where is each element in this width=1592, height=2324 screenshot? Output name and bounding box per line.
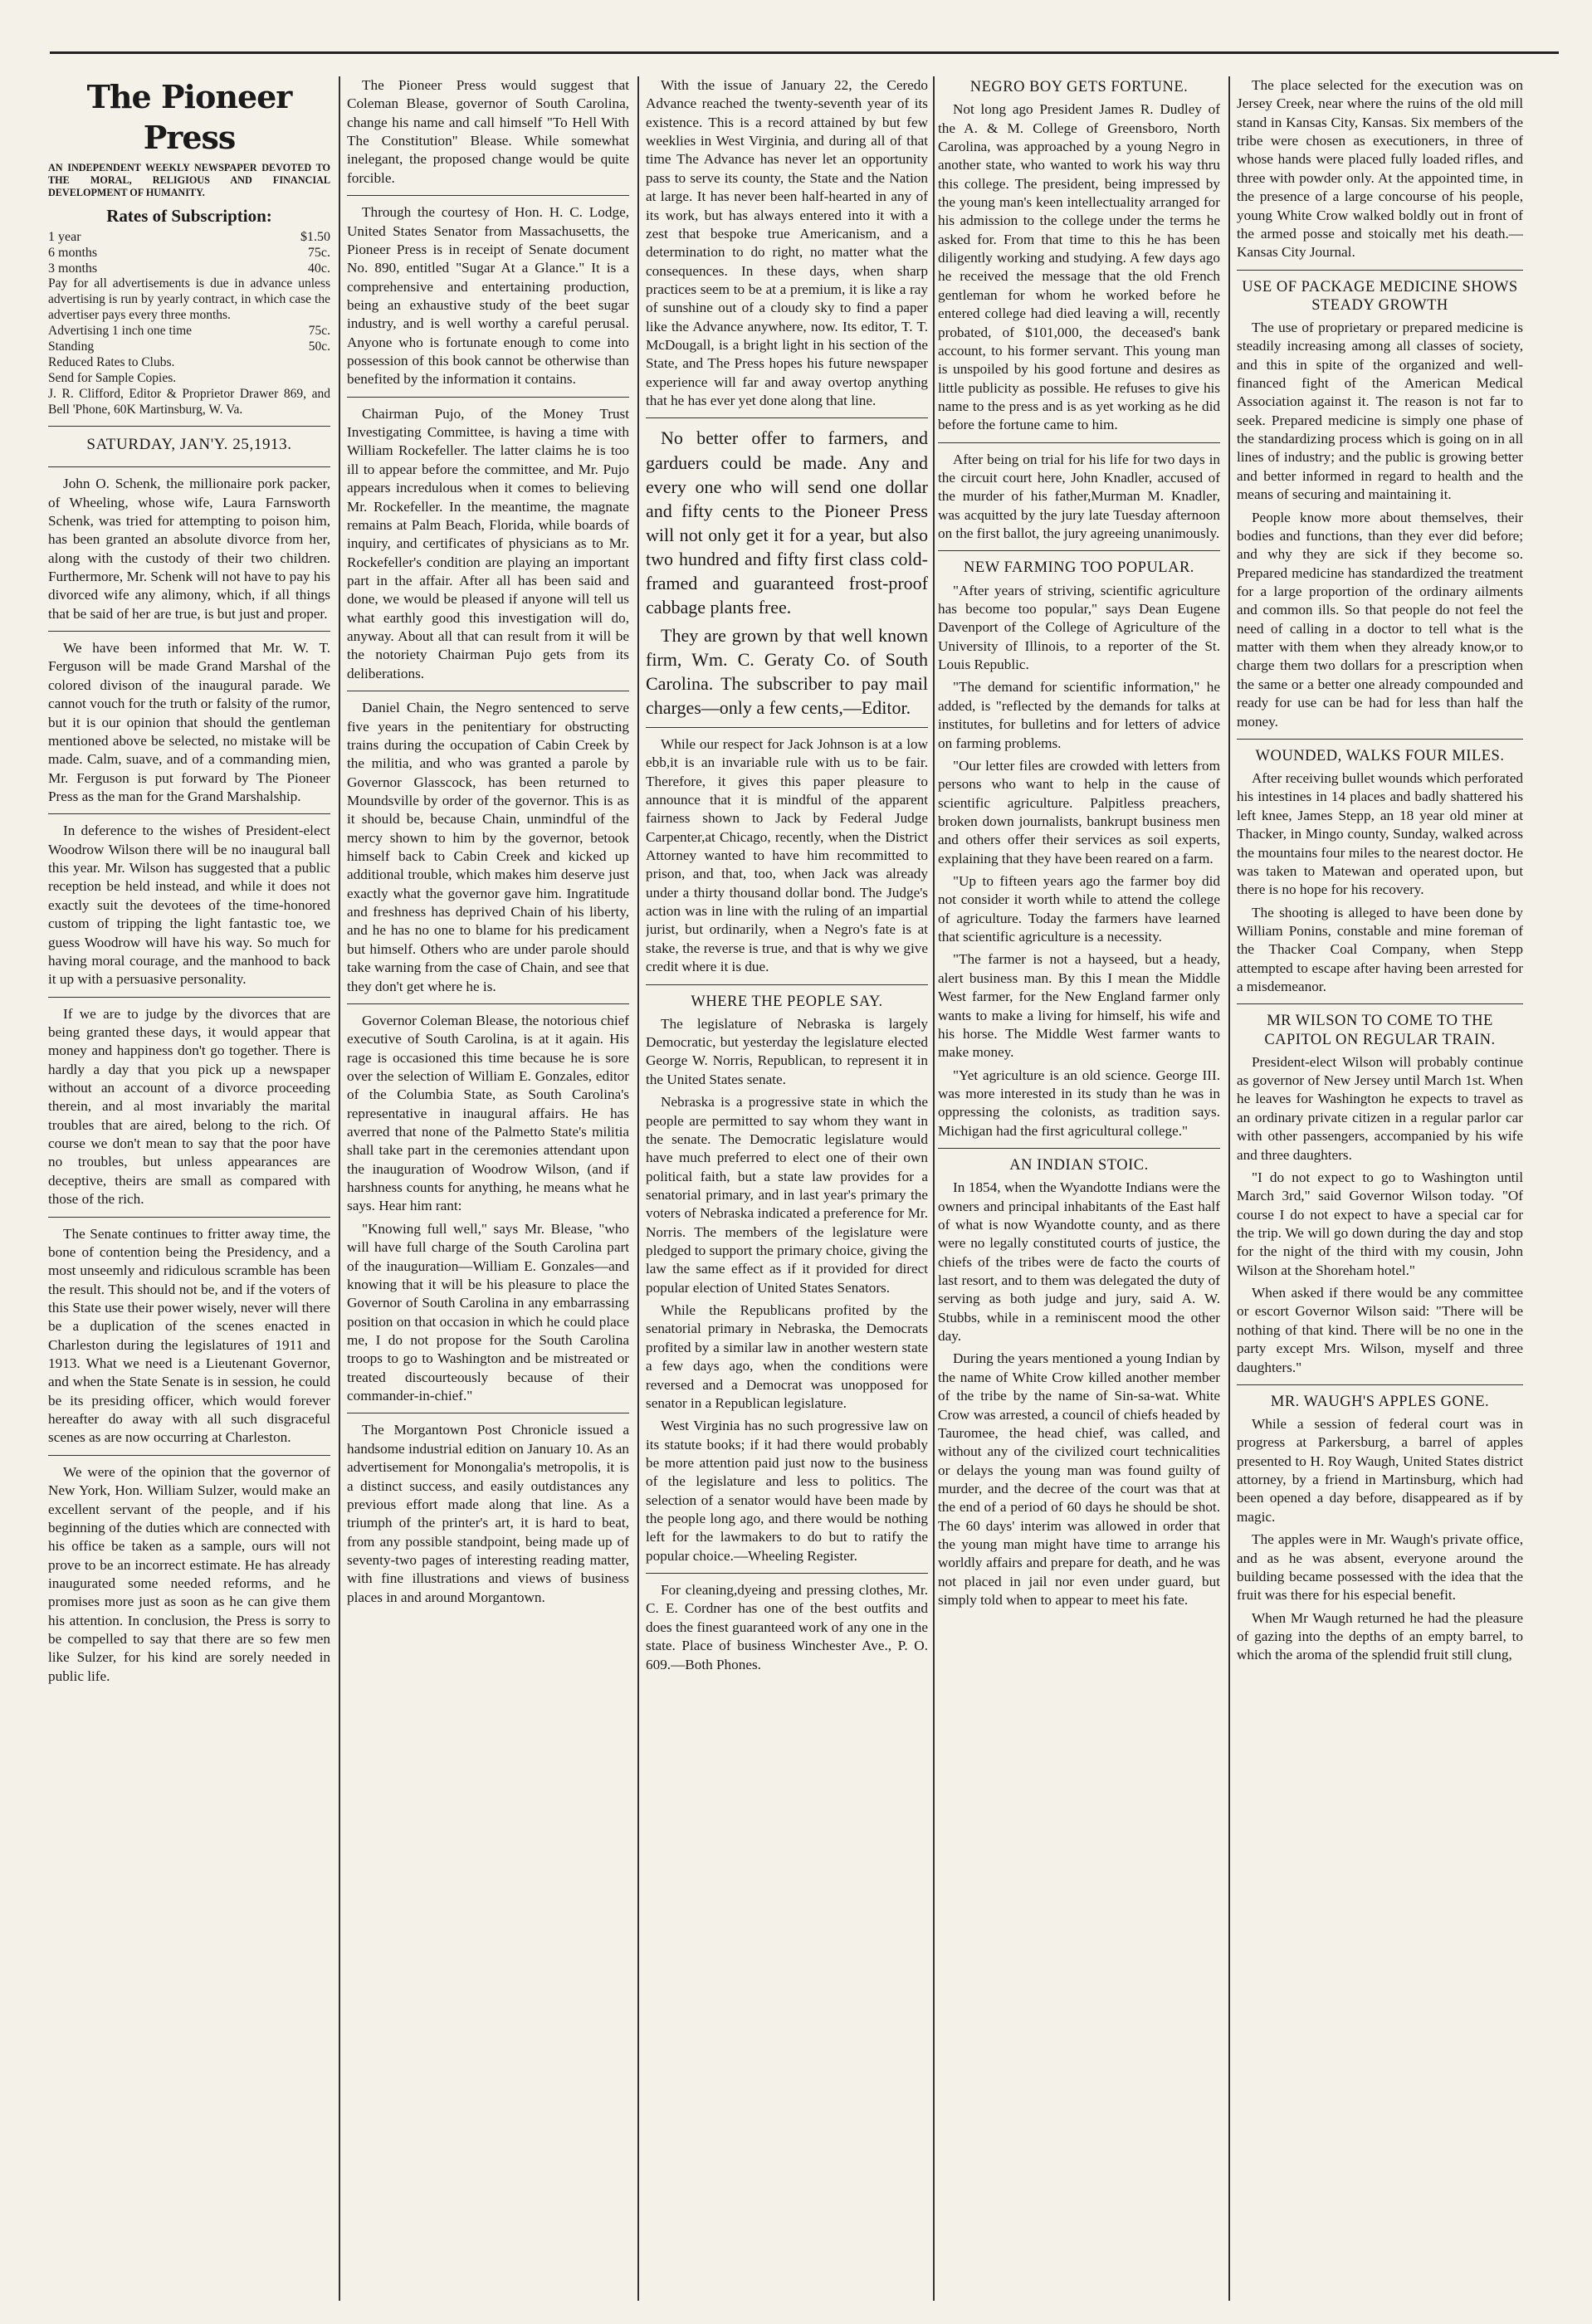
article-paragraph: President-elect Wilson will probably continue as governor of New Jersey until March 1st. When he leaves for Washington he expects to travel as an ordinary private citizen in a regular parlor car with other passengers, accompanied by his wife and three daughters. — [1237, 1053, 1523, 1163]
headline-farming: NEW FARMING TOO POPULAR. — [964, 559, 1194, 577]
separator — [938, 442, 1220, 443]
headline-people: WHERE THE PEOPLE SAY. — [691, 993, 883, 1010]
separator — [1237, 739, 1523, 740]
article-paragraph: "The farmer is not a hayseed, but a heady, alert business man. By this I mean the Middle West farmer, for the New England farmer only wants to make a living for himself, his wife and his horse. The Middle West farmer wants to make money. — [938, 951, 1220, 1061]
article-divorces: If we are to judge by the divorces that are being granted these days, it would appear that money and happiness don't go together. There is hardly a day that you pick up a newspaper without an account of a divorce proceeding therein, and al most invariably the marital troubles that are aired, belong to the rich. Of course we don't mean to say that the poor have no troubles, but unless appearances are deceptive, theirs are small as compared with those of the rich. — [48, 1005, 330, 1208]
article-senate: The Senate continues to fritter away time, the bone of contention being the Presidency, and a most unseemly and ridiculous scramble has been the result. This should not be, and if the voters of this State use their power wisely, never will there be a duplication of the scenes enacted in Charleston during the legislatures of 1911 and 1913. What we need is a Lieutenant Governor, and when the State Senate is in session, he could be its presiding officer, which would forever hereafter do away with all such disgraceful scenes as are now occurring at Charleston. — [48, 1225, 330, 1446]
article-paragraph: People know more about themselves, their bodies and functions, than they ever did before; and why they are sick if they become so. Prepared medicine has standardized the treatment for a large proportion of the ordinary ailments and common ills. So that people do not feel the need of calling in a doctor to tell what is the matter with them when they already know,or to charge them two dollars for a prescription when the same or a better one already compounded and ready for use can be had for less than half the money. — [1237, 509, 1523, 730]
column-5 — [1237, 76, 1523, 2301]
article-ceredo: With the issue of January 22, the Ceredo Advance reached the twenty-seventh year of its existence. This is a record attained by but few weeklies in West Virginia, and during all of that time The Advance has never let an opportunity pass to serve its county, the State and the Nation at large. It has never been half-hearted in any of its work, but has always entered into it with a zest that bespoke true Americanism, and a determination to do right, no matter what the consequences. In these days, when sharp practices seem to be at a premium, it is like a ray of sunshine out of a cloudy sky to find a paper like the Advance anywhere, now. Its editor, T. T. McDougall, is a bright light in his section of the State, and The Press hopes his future newspaper experience will far and away overtop anything that he has ever yet done along that line. — [646, 77, 928, 409]
article-paragraph: "Yet agriculture is an old science. George III. was more interested in its study than he was in oppressing the colonists, as tradition says. Michigan had the first agricultural college." — [938, 1067, 1220, 1139]
separator — [48, 631, 330, 632]
separator — [938, 1148, 1220, 1149]
ad-cleaning: For cleaning,dyeing and pressing clothes, Mr. C. E. Cordner has one of the best outfits and does the finest guaranteed work of any one in the state. Place of business Winchester Ave., P. O. 609.—Both Phones. — [646, 1582, 928, 1672]
headline-medicine: USE OF PACKAGE MEDICINE SHOWS STEADY GROWTH — [1242, 278, 1518, 314]
article-inaugural-ball: In deference to the wishes of President-elect Woodrow Wilson there will be no inaugural ball this year. Mr. Wilson has suggested that a public reception be held instead, and while it does not exactly suit the devotees of the time-honored custom of tripping the light fantastic toe, we guess Woodrow will have his way. So much for having moral courage, and the manhood to back it up with a persuasive personality. — [48, 823, 330, 988]
separator — [1237, 270, 1523, 271]
headline-indian: AN INDIAN STOIC. — [1009, 1157, 1149, 1174]
separator — [347, 1003, 629, 1004]
rate-row: 6 months 75c. — [48, 246, 330, 261]
top-rule — [50, 51, 1559, 54]
article-paragraph: When Mr Waugh returned he had the pleasure of gazing into the depths of an empty barrel, to which the aroma of the splendid fruit still clung, — [1237, 1609, 1523, 1663]
article-schenk: John O. Schenk, the millionaire pork packer, of Wheeling, whose wife, Laura Farnsworth Schenk, was tried for attempting to poison him, has been granted an absolute divorce from her, along with the custody of their two children. Furthermore, Mr. Schenk will not have to pay his divorced wife any alimony, which, if all things that be said of her are true, is but just and proper. — [48, 476, 330, 622]
separator — [1237, 1003, 1523, 1004]
article-paragraph: "Our letter files are crowded with letters from persons who want to help in the cause of scientific agriculture. Palpitless preachers, broken down journalists, bankrupt business men and others offer their services as soil experts, explaining that they have been reared on a farm. — [938, 757, 1220, 867]
article-johnson: While our respect for Jack Johnson is at a low ebb,it is an invariable rule with us to be fair. Therefore, it gives this paper pleasure to announce that it is mindful of the apparent fairness shown to Jack by Federal Judge Carpenter,at Chicago, recently, when the District Attorney wanted to have him recommitted to prison, and that, too, when Jack was already under a thirty thousand dollar bond. The Judge's action was in line with the ruling of an impartial jurist, but ordinarily, when a Negro's fate is at stake, the reverse is true, and that is why we give credit where it is due. — [646, 735, 928, 975]
article-ferguson: We have been informed that Mr. W. T. Ferguson will be made Grand Marshal of the colored divison of the inaugural parade. We cannot vouch for the truth or falsity of the rumor, but it is our opinion that should the gentleman mentioned above be selected, no mistake will be made. Calm, suave, and of a commanding mien, Mr. Ferguson is put forward by The Pioneer Press as the man for the Grand Marshalship. — [48, 640, 330, 804]
masthead-title: The Pioneer Press — [86, 78, 292, 157]
article-paragraph: The use of proprietary or prepared medicine is steadily increasing among all classes of society, and this in spite of the organized and well-financed fight of the American Medical Association against it. The reason is not far to seek. Prepared medicine is simply one phase of the standardizing process which is going on in all lines of industry; and the public is growing better and better informed in regard to health and the means of securing and maintaining it. — [1237, 319, 1523, 503]
separator — [347, 195, 629, 196]
separator — [48, 466, 330, 467]
article-sugar: Through the courtesy of Hon. H. C. Lodge, United States Senator from Massachusetts, the Pioneer Press is in receipt of Senate document No. 890, entitled "Sugar At a Glance." It is a comprehensive and entertaining production, being an exhaustive study of the beet sugar industry, and is well worthy a careful perusal. Anyone who is fortunate enough to come into possession of this book cannot be otherwise than benefited by the information it contains. — [347, 204, 629, 388]
separator — [48, 1455, 330, 1456]
article-negro-boy: Not long ago President James R. Dudley of the A. & M. College of Greensboro, North Carolina, was approached by a young Negro in another state, who wanted to work his way thru this college. The president, being impressed by the young man's keen intellectuality arranged for his admission to the college under the terms he asked for. From that time to this he has been diligently working and studying. A few days ago he received the message that the old French gentleman for whom he worked before he entered college had died leaving a will, recently probated, of $101,000, the deceased's bank account, to his former servant. This young man is unspoiled by his good fortune and desires as little publicity as possible. He refuses to give his name to the press and is as yet working as he did before the fortune came to him. — [938, 101, 1220, 433]
article-paragraph: After receiving bullet wounds which perforated his intestines in 14 places and badly shattered his left knee, James Stepp, an 18 year old miner at Thacker, in Mingo county, Sunday, walked across the mountains four miles to the nearest doctor. He was taken to Matewan and operated upon, but there is no hope for his recovery. — [1237, 770, 1523, 898]
article-indian-continued: The place selected for the execution was on Jersey Creek, near where the ruins of the old mill stand in Kansas City, Kansas. Six members of the tribe were chosen as executioners, in three of whose hands were placed fully loaded rifles, and three with powder only. At the appointed time, in the presence of a large concourse of his people, young White Crow walked boldly out in front of the armed posse and stoically met his death.—Kansas City Journal. — [1237, 77, 1523, 261]
separator — [646, 984, 928, 985]
editor-line: J. R. Clifford, Editor & Proprietor Drawer 869, and Bell 'Phone, 60K Martinsburg, W. Va. — [48, 386, 330, 417]
article-paragraph: In 1854, when the Wyandotte Indians were the owners and principal inhabitants of the East half of what is now Wyandotte county, and as there were no legally constituted courts of justice, the chiefs of the tribes were de facto the courts of last resort, and to them was delegated the duty of serving as both judge and jury, said A. W. Stubbs, while in a reminiscent mood the other day. — [938, 1179, 1220, 1345]
offer-text: No better offer to farmers, and garduers could be made. Any and every one who will send one dollar and fifty cents to the Pioneer Press will not only get it for a year, but also two hundred and fifty first class cold-framed and guaranteed frost-proof cabbage plants free. — [646, 427, 928, 618]
article-paragraph: "After years of striving, scientific agriculture has become too popular," says Dean Eugene Davenport of the College of Agriculture of the University of Illinois, to a reporter of the St. Louis Republic. — [938, 582, 1220, 673]
article-blease-rage: Governor Coleman Blease, the notorious chief executive of South Carolina, is at it again. His rage is occasioned this time because he is sore over the selection of William E. Gonzales, editor of the Columbia State, as South Carolina's representative in inaugural affairs. He has averred that none of the Palmetto State's militia shall take part in the ceremonies attendant upon the inauguration of Woodrow Wilson, (and if harshness counts for anything, he means what he says. Hear him rant: — [347, 1012, 629, 1214]
headline-wilson: MR WILSON TO COME TO THE CAPITOL ON REGULAR TRAIN. — [1264, 1013, 1496, 1048]
article-paragraph: "I do not expect to go to Washington until March 3rd," said Governor Wilson today. "Of course I do not expect to have a special car for the trip. We will go down during the day and stop for the night of the third with my cousin, John Wilson at the Shoreham hotel." — [1237, 1169, 1523, 1278]
headline-negro-boy: NEGRO BOY GETS FORTUNE. — [969, 79, 1189, 95]
separator — [48, 813, 330, 814]
article-paragraph: When asked if there would be any committee or escort Governor Wilson said: "There will be nothing of that kind. There will be no one in the party except Mrs. Wilson, myself and three daughters." — [1237, 1285, 1523, 1375]
column-rule — [637, 76, 639, 2301]
separator — [646, 1573, 928, 1574]
article-paragraph: While the Republicans profited by the senatorial primary in Nebraska, the Democrats profited by a similar law in another western state a few days ago, when the conditions were reversed and a Democrat was unopposed for senator in a Republican legislature. — [646, 1302, 928, 1411]
article-paragraph: Nebraska is a progressive state in which the people are permitted to say whom they want in the senate. The Democratic legislature would have much preferred to elect one of their own political faith, but a state law provides for a senatorial primary, and in last year's primary the voters of Nebraska indicated a preference for Mr. Norris. The members of the legislature were pledged to support the primary choice, giving the law the same effect as if it provided for direct popular election of United States Senators. — [646, 1094, 928, 1296]
column-rule — [933, 76, 935, 2301]
article-morgantown: The Morgantown Post Chronicle issued a handsome industrial edition on January 10. As an advertisement for Monongalia's metropolis, it is a distinct success, and easily outdistances any previous effort made along that line. As a triumph of the printer's art, it is hard to beat, from any possible standpoint, being made up of seventy-two pages of interesting reading matter, with fine illustrations and views of business places in and around Morgantown. — [347, 1422, 629, 1605]
reduced-rates: Reduced Rates to Clubs. — [48, 354, 175, 369]
separator — [646, 727, 928, 728]
article-paragraph: During the years mentioned a young Indian by the name of White Crow killed another member of the tribe by the name of Sin-sa-wat. White Crow was arrested, a council of chiefs headed by Tauromee, the head chief, was called, and without any of the civilized court technicalities or delays the young man was found guilty of murder, and the decree of the court was that at the end of a period of 60 days he should be shot. The 60 days' interim was allowed in order that the young man might have time to arrange his worldly affairs and prepare for death, and he was not placed in jail nor even under guard, but simply told when to appear to meet his fate. — [938, 1350, 1220, 1609]
headline-wounded: WOUNDED, WALKS FOUR MILES. — [1255, 747, 1505, 764]
column-2 — [347, 76, 629, 2301]
rate-row: 1 year $1.50 — [48, 229, 330, 244]
rates-note: Pay for all advertisements is due in advance unless advertising is run by yearly contract, in which case the advertiser pays every three months. — [48, 276, 330, 323]
article-sulzer: We were of the opinion that the governor of New York, Hon. William Sulzer, would make an excellent servant of the people, and if his beginning of the duties which are connected with his office be taken as a sample, ours will not prove to be an incorrect estimate. He has already inaugurated some needed reforms, and he promises more just as soon as he can give them his attention. In conclusion, the Press is sorry to be compelled to say that there are so few men like Sulzer, for his kind are sorely needed in public life. — [48, 1463, 330, 1684]
article-paragraph: "The demand for scientific information," he added, is "reflected by the demands for talks at institutes, for bulletins and for letters of advice on farming problems. — [938, 679, 1220, 751]
separator — [938, 550, 1220, 551]
headline-apples: MR. WAUGH'S APPLES GONE. — [1270, 1393, 1490, 1410]
column-rule — [339, 76, 340, 2301]
column-4 — [938, 76, 1220, 2301]
advertising-row: Advertising 1 inch one time 75c. — [48, 324, 330, 339]
article-paragraph: While a session of federal court was in progress at Parkersburg, a barrel of apples presented to H. Roy Waugh, United States district attorney, by a friend in Martinsburg, which had been opened a day before, disappeared as if by magic. — [1237, 1416, 1523, 1525]
separator — [48, 1217, 330, 1218]
article-paragraph: The legislature of Nebraska is largely Democratic, but yesterday the legislature elected George W. Norris, Republican, to represent it in the United States senate. — [646, 1015, 928, 1087]
separator — [1237, 1384, 1523, 1385]
article-chain: Daniel Chain, the Negro sentenced to serve five years in the penitentiary for obstructing trains during the occupation of Cabin Creek by the militia, and who was granted a parole by Governor Glasscock, has been returned to Moundsville by order of the governor. This is as it should be, because Chain, unmindful of the mercy shown to him by the governor, betook himself back to Cabin Creek and kicked up additional trouble, which makes him deserve just exactly what the governor gave him. Ingratitude and freshness has deprived Chain of his liberty, and he has no one to blame for his predicament but himself. Others who are under parole should take warning from the case of Chain, and see that they don't get where he is. — [347, 700, 629, 994]
separator — [48, 426, 330, 427]
article-pujo: Chairman Pujo, of the Money Trust Investigating Committee, is having a time with William Rockefeller. The latter claims he is too ill to appear before the committee, and Mr. Pujo appears incredulous when it comes to believing Mr. Rockefeller. In the meantime, the magnate remains at Palm Beach, Florida, while boards of inquiry, and certificates of physicians as to Mr. Rockefeller's condition are playing an important part in the affair. After all has been said and done, we would be pleased if anyone will tell us what earthly good this investigation will do, anyway. About all that can result from it will be the notoriety Chairman Pujo gets from its deliberations. — [347, 405, 629, 681]
article-paragraph: The apples were in Mr. Waugh's private office, and as he was absent, everyone around the building became possessed with the idea that the fruit was there for his especial benefit. — [1237, 1531, 1523, 1604]
article-paragraph: West Virginia has no such progressive law on its statute books; if it had there would probably be more attention paid just now to the business of the legislature and less to politics. The selection of a senator would have been made by the people long ago, and there would be nothing left for the lawmakers to do but to ratify the popular choice.—Wheeling Register. — [646, 1418, 928, 1564]
separator — [48, 997, 330, 998]
column-1 — [48, 76, 330, 2301]
article-blease-name: The Pioneer Press would suggest that Coleman Blease, governor of South Carolina, change his name and call himself "To Hell With The Constitution" Blease. While somewhat inelegant, the proposed change would be quite forcible. — [347, 77, 629, 186]
rates-title: Rates of Subscription: — [106, 205, 272, 226]
article-blease-quote: "Knowing full well," says Mr. Blease, "who will have full charge of the South Carolina part of the inauguration—William E. Gonzales—and knowing that it will be his pleasure to place the Governor of South Carolina in any embarrassing position on that occasion in which he could place me, I do not propose for the South Carolina troops to go to Washington and be mistreated or treated discourteously because of their commander-in-chief." — [347, 1220, 629, 1404]
advertising-row: Standing 50c. — [48, 339, 330, 354]
dateline: SATURDAY, JAN'Y. 25,1913. — [86, 435, 292, 453]
column-3 — [646, 76, 928, 2301]
column-rule — [1228, 76, 1230, 2301]
rate-row: 3 months 40c. — [48, 261, 330, 276]
article-knadler: After being on trial for his life for two days in the circuit court here, John Knadler, accused of the murder of his father,Murman M. Knadler, was acquitted by the jury late Tuesday afternoon on the first ballot, the jury agreeing unanimously. — [938, 451, 1220, 542]
separator — [347, 397, 629, 398]
offer-block — [646, 426, 928, 719]
sample-copies: Send for Sample Copies. — [48, 370, 177, 385]
article-paragraph: The shooting is alleged to have been done by William Ponins, constable and mine foreman of the Thacker Coal Company, when Stepp attempted to escape after having been arrested for a misdemeanor. — [1237, 904, 1523, 995]
article-paragraph: "Up to fifteen years ago the farmer boy did not consider it worth while to attend the college of agriculture. Today the farmers have learned that scientific agriculture is a necessity. — [938, 873, 1220, 945]
masthead-tagline: AN INDEPENDENT WEEKLY NEWSPAPER DEVOTED TO THE MORAL, RELIGIOUS AND FINANCIAL DEVELOPMENT OF HUMANITY. — [48, 161, 330, 199]
offer-text-2: They are grown by that well known firm, Wm. C. Geraty Co. of South Carolina. The subscriber to pay mail charges—only a few cents,—Editor. — [646, 624, 928, 718]
separator — [646, 417, 928, 418]
